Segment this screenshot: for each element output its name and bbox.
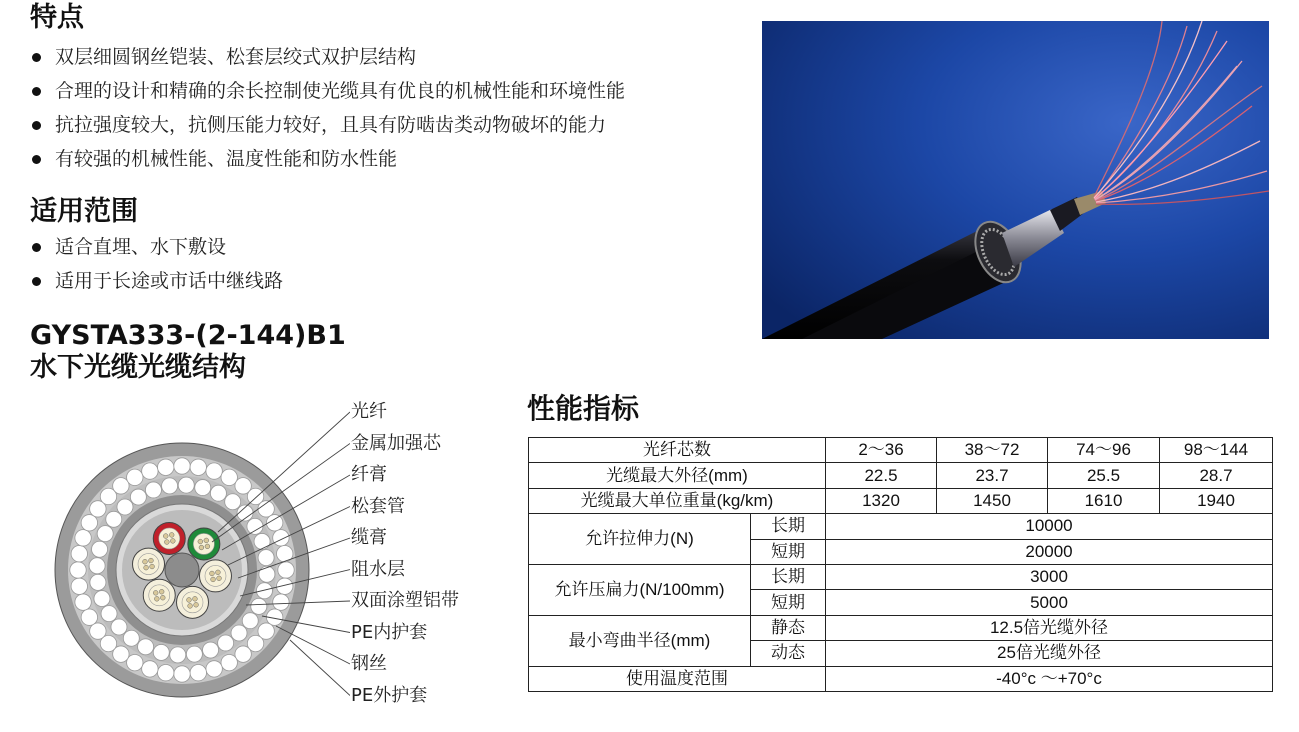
steel-wire-outer xyxy=(190,459,206,475)
fiber xyxy=(159,589,164,594)
fiber xyxy=(193,596,198,601)
table-cell: 5000 xyxy=(826,590,1273,615)
table-row xyxy=(529,514,1273,539)
steel-wire-inner xyxy=(170,647,186,663)
sub-label: 短期 xyxy=(751,590,826,615)
list-item: 适用于长途或市话中继线路 xyxy=(26,264,283,298)
spec-title: 性能指标 xyxy=(527,392,640,425)
steel-wire-inner xyxy=(138,639,154,655)
steel-wire-inner xyxy=(117,499,133,515)
fiber xyxy=(198,539,203,544)
steel-wire-inner xyxy=(242,613,258,629)
fiber xyxy=(169,533,174,538)
header-cell: 98～144 xyxy=(1160,438,1273,463)
fiber-gel xyxy=(193,533,214,554)
fiber xyxy=(216,570,221,575)
table-cell: 23.7 xyxy=(937,463,1048,488)
bullet-icon xyxy=(32,243,41,252)
scope-list xyxy=(26,230,283,298)
fiber xyxy=(187,598,192,603)
fiber xyxy=(163,534,168,539)
spec-table xyxy=(528,437,1273,692)
steel-wire-inner xyxy=(89,558,105,574)
list-item: 适合直埋、水下敷设 xyxy=(26,230,283,264)
fiber xyxy=(154,596,159,601)
fiber xyxy=(211,577,216,582)
features-title: 特点 xyxy=(30,2,84,33)
steel-wire-inner xyxy=(259,566,275,582)
table-row xyxy=(529,488,1273,513)
steel-wire-inner xyxy=(162,478,178,494)
fiber xyxy=(150,564,155,569)
fiber-gel xyxy=(159,528,180,549)
header-cell: 光纤芯数 xyxy=(529,438,826,463)
structure-legend xyxy=(351,396,459,711)
sub-label: 短期 xyxy=(751,539,826,564)
table-row xyxy=(529,564,1273,589)
table-cell: -40°c ～+70°c xyxy=(826,666,1273,691)
legend-aluminium-tape: 双面涂塑铝带 xyxy=(351,590,459,611)
steel-wire-inner xyxy=(94,591,110,607)
steel-wire-outer xyxy=(71,546,87,562)
steel-wire-inner xyxy=(210,485,226,501)
fiber xyxy=(149,558,154,563)
row-label: 最小弯曲半径(mm) xyxy=(529,615,751,666)
legend-fiber: 光纤 xyxy=(351,401,387,422)
steel-wire-outer xyxy=(235,646,251,662)
bullet-icon xyxy=(32,155,41,164)
fiber xyxy=(205,544,210,549)
steel-wire-outer xyxy=(142,463,158,479)
header-cell: 38～72 xyxy=(937,438,1048,463)
cross-section-diagram xyxy=(40,400,350,710)
fiber xyxy=(164,540,169,545)
scope-title: 适用范围 xyxy=(30,196,138,227)
steel-wire-inner xyxy=(203,642,219,658)
steel-wire-outer xyxy=(70,562,86,578)
steel-wire-outer xyxy=(206,661,222,677)
list-item: 双层细圆钢丝铠装、松套层绞式双护层结构 xyxy=(26,40,625,74)
steel-wire-inner xyxy=(101,606,117,622)
fiber xyxy=(144,565,149,570)
table-row xyxy=(529,463,1273,488)
steel-wire-outer xyxy=(71,578,87,594)
legend-loose-tube: 松套管 xyxy=(351,495,405,517)
cable-photo-image xyxy=(762,21,1269,339)
table-cell: 1320 xyxy=(826,488,937,513)
fiber-gel xyxy=(149,585,170,606)
bullet-icon xyxy=(32,277,41,286)
steel-wire-outer xyxy=(75,594,91,610)
steel-wire-inner xyxy=(195,480,211,496)
steel-wire-inner xyxy=(186,646,202,662)
header-cell: 74～96 xyxy=(1048,438,1160,463)
sub-label: 静态 xyxy=(751,615,826,640)
fiber xyxy=(204,538,209,543)
steel-wire-outer xyxy=(206,463,222,479)
fiber xyxy=(194,602,199,607)
row-label: 允许拉伸力(N) xyxy=(529,514,751,565)
fiber xyxy=(210,571,215,576)
steel-wire-inner xyxy=(254,533,270,549)
table-cell: 1450 xyxy=(937,488,1048,513)
fiber xyxy=(153,590,158,595)
header-cell: 2～36 xyxy=(826,438,937,463)
legend-water-block: 阻水层 xyxy=(351,558,405,580)
steel-wire-inner xyxy=(258,550,274,566)
list-item: 有较强的机械性能、温度性能和防水性能 xyxy=(26,142,625,176)
steel-wire-outer xyxy=(174,666,190,682)
leader-line xyxy=(276,626,350,664)
steel-wire-inner xyxy=(92,541,108,557)
legend-steel-wire: 钢丝 xyxy=(351,653,387,674)
steel-wire-inner xyxy=(225,494,241,510)
steel-wire-inner xyxy=(218,635,234,651)
table-row xyxy=(529,615,1273,640)
steel-wire-inner xyxy=(153,644,169,660)
table-cell: 20000 xyxy=(826,539,1273,564)
row-label: 允许压扁力(N/100mm) xyxy=(529,564,751,615)
table-cell: 12.5倍光缆外径 xyxy=(826,615,1273,640)
fiber xyxy=(160,595,165,600)
legend-strength-member: 金属加强芯 xyxy=(351,432,441,454)
list-item: 抗拉强度较大，抗侧压能力较好，且具有防啮齿类动物破坏的能力 xyxy=(26,108,625,142)
steel-wire-inner xyxy=(256,583,272,599)
steel-wire-inner xyxy=(178,477,194,493)
cable-cross-section xyxy=(40,400,350,714)
steel-wire-outer xyxy=(81,515,97,531)
steel-wire-inner xyxy=(90,574,106,590)
steel-wire-outer xyxy=(278,562,294,578)
steel-wire-outer xyxy=(75,530,91,546)
strength-member xyxy=(165,553,199,587)
steel-wire-outer xyxy=(81,609,97,625)
sub-label: 长期 xyxy=(751,564,826,589)
bullet-icon xyxy=(32,121,41,130)
fiber-gel xyxy=(182,592,203,613)
steel-wire-inner xyxy=(145,482,161,498)
bullet-icon xyxy=(32,87,41,96)
structure-heading xyxy=(30,320,346,384)
steel-wire-outer xyxy=(273,594,289,610)
steel-wire-outer xyxy=(190,665,206,681)
row-label: 使用温度范围 xyxy=(529,666,826,691)
row-label: 光缆最大外径(mm) xyxy=(529,463,826,488)
table-row xyxy=(529,438,1273,463)
legend-cable-gel: 缆膏 xyxy=(351,527,387,548)
fiber xyxy=(199,545,204,550)
steel-wire-inner xyxy=(251,598,267,614)
fiber xyxy=(188,603,193,608)
table-cell: 1610 xyxy=(1048,488,1160,513)
bullet-icon xyxy=(32,53,41,62)
table-cell: 25倍光缆外径 xyxy=(826,641,1273,666)
fiber-gel xyxy=(205,565,226,586)
steel-wire-outer xyxy=(127,469,143,485)
table-cell: 1940 xyxy=(1160,488,1273,513)
cable-photo xyxy=(762,21,1269,339)
steel-wire-inner xyxy=(130,489,146,505)
steel-wire-inner xyxy=(231,625,247,641)
steel-wire-inner xyxy=(111,619,127,635)
legend-inner-sheath: PE内护套 xyxy=(351,621,428,643)
fiber xyxy=(143,559,148,564)
steel-wire-outer xyxy=(273,530,289,546)
steel-wire-outer xyxy=(90,623,106,639)
table-cell: 3000 xyxy=(826,564,1273,589)
sub-label: 动态 xyxy=(751,641,826,666)
model-number: GYSTA333-(2-144)B1 xyxy=(30,320,346,351)
fiber xyxy=(217,576,222,581)
legend-outer-sheath: PE外护套 xyxy=(351,684,428,706)
steel-wire-inner xyxy=(123,630,139,646)
features-list xyxy=(26,40,625,176)
fiber-gel xyxy=(138,554,159,575)
steel-wire-outer xyxy=(174,458,190,474)
steel-wire-outer xyxy=(142,661,158,677)
steel-wire-inner xyxy=(247,518,263,534)
steel-wire-inner xyxy=(97,526,113,542)
table-cell: 22.5 xyxy=(826,463,937,488)
list-item: 合理的设计和精确的余长控制使光缆具有优良的机械性能和环境性能 xyxy=(26,74,625,108)
steel-wire-outer xyxy=(221,654,237,670)
steel-wire-inner xyxy=(106,511,122,527)
table-cell: 28.7 xyxy=(1160,463,1273,488)
sub-label: 长期 xyxy=(751,514,826,539)
table-row xyxy=(529,666,1273,691)
fiber xyxy=(170,539,175,544)
steel-wire-outer xyxy=(113,478,129,494)
steel-wire-outer xyxy=(158,459,174,475)
row-label: 光缆最大单位重量(kg/km) xyxy=(529,488,826,513)
structure-title: 水下光缆光缆结构 xyxy=(30,352,246,383)
steel-wire-outer xyxy=(158,665,174,681)
steel-wire-outer xyxy=(127,654,143,670)
legend-fiber-gel: 纤膏 xyxy=(351,464,387,485)
table-cell: 10000 xyxy=(826,514,1273,539)
table-cell: 25.5 xyxy=(1048,463,1160,488)
steel-wire-outer xyxy=(221,469,237,485)
